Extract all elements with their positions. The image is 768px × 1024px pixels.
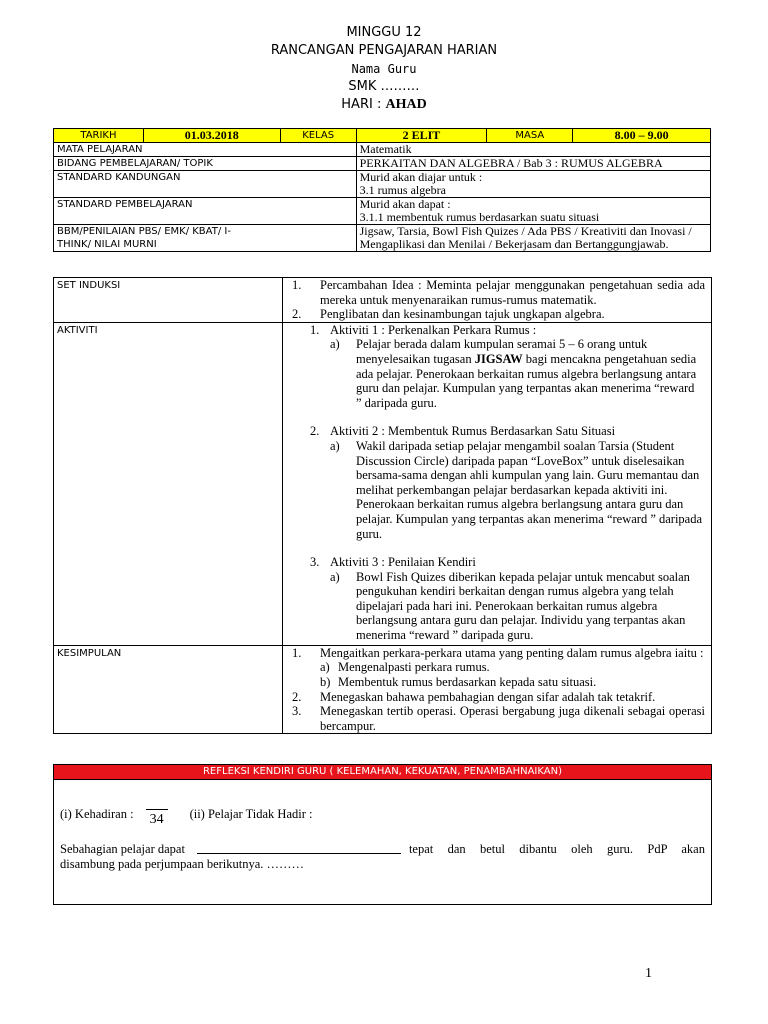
reflection-table: [53, 764, 712, 905]
topic-value: PERKAITAN DAN ALGEBRA / Bab 3 : RUMUS ALGEBRA: [356, 157, 710, 171]
reflection-content: [54, 780, 712, 905]
conclusion-item-1b: b) Membentuk rumus berdasarkan kepada satu situasi.: [320, 674, 597, 689]
date-label: TARIKH: [54, 129, 144, 143]
bbm-label-line1: BBM/PENILAIAN PBS/ EMK/ KBAT/ I-: [57, 226, 231, 237]
class-value: 2 ELIT: [356, 129, 487, 143]
fill-in-blank: [197, 842, 401, 854]
activity-2-title: 2. Aktiviti 2 : Membentuk Rumus Berdasarkan Satu Situasi: [310, 424, 616, 439]
induction-item-1-text: Percambahan Idea : Meminta pelajar menggunakan pengetahuan sedia ada mereka untuk menyenaraikan rumus-rumus matematik.: [320, 278, 705, 307]
time-value: 8.00 – 9.00: [573, 129, 711, 143]
attendance-line: [60, 798, 705, 828]
activity-1-title: 1. Aktiviti 1 : Perkenalkan Perkara Rumus :: [310, 322, 537, 337]
conclusion-item-3: 3. Menegaskan tertib operasi. Operasi bergabung juga dikenali sebagai operasi bercampur.: [292, 704, 705, 733]
content-standard-value: [356, 171, 710, 198]
bbm-line2: Mengaplikasi dan Menilai / Bekerjasam dan Bertanggungjawab.: [359, 237, 669, 251]
activity-3-body: a) Bowl Fish Quizes diberikan kepada pelajar untuk mencabut soalan pengukuhan kendiri berkaitan dengan rumus algebra yang telah dipelajari pada hari ini. Penerokaan berkaitan rumus algebra berlangsung antara guru dan pelajar. Individu yang terpantas akan menerima “reward ” daripada guru.: [286, 570, 703, 643]
date-value: 01.03.2018: [143, 129, 280, 143]
activity-content: [283, 322, 712, 645]
activity-row: [54, 322, 712, 645]
activity-2-title-text: Aktiviti 2 : Membentuk Rumus Berdasarkan Satu Situasi: [330, 424, 616, 439]
conclusion-item-1-text: Mengaitkan perkara-perkara utama yang penting dalam rumus algebra iaitu :: [320, 645, 704, 660]
content-standard-label: STANDARD KANDUNGAN: [54, 171, 357, 198]
content-standard-row: [54, 171, 711, 198]
bbm-line1: Jigsaw, Tarsia, Bowl Fish Quizes / Ada PBS / Kreativiti dan Inovasi /: [359, 224, 692, 238]
learning-standard-label: STANDARD PEMBELAJARAN: [54, 198, 357, 225]
bbm-row: [54, 225, 711, 252]
activity-1-text-b: bagi mencakna pengetahuan sedia ada pelajar. Penerokaan berkaitan rumus algebra berlangsung antara guru dan pelajar. Kumpulan yang terpantas akan menerima “reward ” daripada guru.: [356, 351, 697, 410]
subject-row: [54, 143, 711, 157]
activity-3-text: Bowl Fish Quizes diberikan kepada pelajar untuk mencabut soalan pengukuhan kendiri berkaitan dengan rumus algebra yang telah dipelajari pada hari ini. Penerokaan berkaitan rumus algebra berlangsung antara guru dan pelajar. Individu yang terpantas akan menerima “reward ” daripada guru.: [356, 569, 690, 643]
activity-3-title-text: Aktiviti 3 : Penilaian Kendiri: [330, 555, 476, 570]
lesson-info-table: [53, 128, 711, 252]
activity-2-text: Wakil daripada setiap pelajar mengambil soalan Tarsia (Student Discussion Circle) daripada papan “LoveBox” untuk diselesaikan bersama-sama dengan ahli kumpulan yang lain. Guru memantau dan melihat perkembangan pelajar berdasarkan kepada aktiviti ini. Penerokaan berkaitan rumus algebra berlangsung antara guru dan pelajar. Kumpulan yang terpantas akan menerima “reward ” daripada guru.: [356, 438, 703, 541]
conclusion-item-2-text: Menegaskan bahawa pembahagian dengan sifar adalah tak tetakrif.: [320, 689, 656, 704]
subject-value: Matematik: [356, 143, 710, 157]
reflection-title: REFLEKSI KENDIRI GURU ( KELEMAHAN, KEKUATAN, PENAMBAHNAIKAN): [54, 765, 712, 780]
activity-1-text: [356, 337, 703, 410]
reflection-line1-before: Sebahagian pelajar dapat: [60, 842, 185, 856]
attendance-total: 34: [149, 812, 164, 828]
conclusion-content: [283, 645, 712, 734]
induction-item-2: 2. Penglibatan dan kesinambungan tajuk ungkapan algebra.: [292, 307, 605, 322]
bbm-value: [356, 225, 710, 252]
attendance-fraction: [146, 809, 168, 828]
class-label: KELAS: [280, 129, 356, 143]
induction-label: SET INDUKSI: [54, 278, 283, 323]
lesson-steps-table: [53, 277, 712, 734]
conclusion-label: KESIMPULAN: [54, 645, 283, 734]
topic-row: [54, 157, 711, 171]
conclusion-row: [54, 645, 712, 734]
activity-label: AKTIVITI: [54, 322, 283, 645]
activity-1-bold: JIGSAW: [474, 351, 523, 366]
info-header-row: [54, 129, 711, 143]
learning-standard-row: [54, 198, 711, 225]
time-label: MASA: [487, 129, 573, 143]
learning-standard-line2: 3.1.1 membentuk rumus berdasarkan suatu situasi: [359, 210, 600, 224]
day-line: [0, 96, 768, 114]
learning-standard-value: [356, 198, 710, 225]
activity-1-text-a: Pelajar berada dalam kumpulan seramai 5 – 6 orang untuk menyelesaikan tugasan: [356, 337, 648, 366]
activity-2-body: a) Wakil daripada setiap pelajar mengambil soalan Tarsia (Student Discussion Circle) daripada papan “LoveBox” untuk diselesaikan bersama-sama dengan ahli kumpulan yang lain. Guru memantau dan melihat perkembangan pelajar berdasarkan kepada aktiviti ini. Penerokaan berkaitan rumus algebra berlangsung antara guru dan pelajar. Kumpulan yang terpantas akan menerima “reward ” daripada guru.: [330, 438, 703, 541]
document-header: [0, 24, 768, 114]
day-label: HARI :: [341, 97, 386, 112]
reflection-line-1: [60, 842, 705, 857]
page-number: 1: [645, 966, 652, 981]
conclusion-item-1a: a) Mengenalpasti perkara rumus.: [320, 660, 490, 675]
induction-item-2-text: Penglibatan dan kesinambungan tajuk ungkapan algebra.: [320, 307, 605, 322]
school-name: SMK ………: [348, 79, 420, 94]
induction-content: [283, 278, 712, 323]
conclusion-item-3-text: Menegaskan tertib operasi. Operasi bergabung juga dikenali sebagai operasi bercampur.: [320, 704, 705, 733]
activity-1-title-text: Aktiviti 1 : Perkenalkan Perkara Rumus :: [330, 322, 537, 337]
conclusion-item-1: 1. Mengaitkan perkara-perkara utama yang penting dalam rumus algebra iaitu :: [292, 645, 704, 660]
absent-label: (ii) Pelajar Tidak Hadir :: [189, 807, 313, 822]
activity-3-title: 3. Aktiviti 3 : Penilaian Kendiri: [310, 555, 476, 570]
conclusion-item-1a-text: Mengenalpasti perkara rumus.: [338, 660, 490, 675]
day-value: AHAD: [385, 97, 427, 112]
reflection-line1-after: tepat dan betul dibantu oleh guru. PdP akan: [408, 842, 705, 856]
attendance-label: (i) Kehadiran :: [60, 807, 134, 822]
plan-title: RANCANGAN PENGAJARAN HARIAN: [270, 43, 498, 58]
content-standard-line1: Murid akan diajar untuk :: [359, 170, 483, 184]
induction-row: [54, 278, 712, 323]
reflection-line-2: disambung pada perjumpaan berikutnya. ………: [60, 856, 305, 871]
learning-standard-line1: Murid akan dapat :: [359, 197, 451, 211]
teacher-name: Nama Guru: [351, 62, 417, 76]
subject-label: MATA PELAJARAN: [54, 143, 357, 157]
week-title: MINGGU 12: [346, 25, 422, 40]
bbm-label: [54, 225, 357, 252]
activity-1-body: a) Pelajar berada dalam kumpulan seramai 5 – 6 orang untuk menyelesaikan tugasan JIGSAW bagi mencakna pengetahuan sedia ada pelajar. Penerokaan berkaitan rumus algebra berlangsung antara guru dan pelajar. Kumpulan yang terpantas akan menerima “reward ” daripada guru.: [286, 337, 703, 410]
topic-label: BIDANG PEMBELAJARAN/ TOPIK: [54, 157, 357, 171]
bbm-label-line2: THINK/ NILAI MURNI: [57, 239, 157, 250]
induction-item-1: 1. Percambahan Idea : Meminta pelajar menggunakan pengetahuan sedia ada mereka untuk menyenaraikan rumus-rumus matematik.: [292, 278, 705, 307]
conclusion-item-1b-text: Membentuk rumus berdasarkan kepada satu situasi.: [338, 674, 597, 689]
conclusion-item-2: 2. Menegaskan bahawa pembahagian dengan sifar adalah tak tetakrif.: [292, 689, 656, 704]
content-standard-line2: 3.1 rumus algebra: [359, 183, 446, 197]
